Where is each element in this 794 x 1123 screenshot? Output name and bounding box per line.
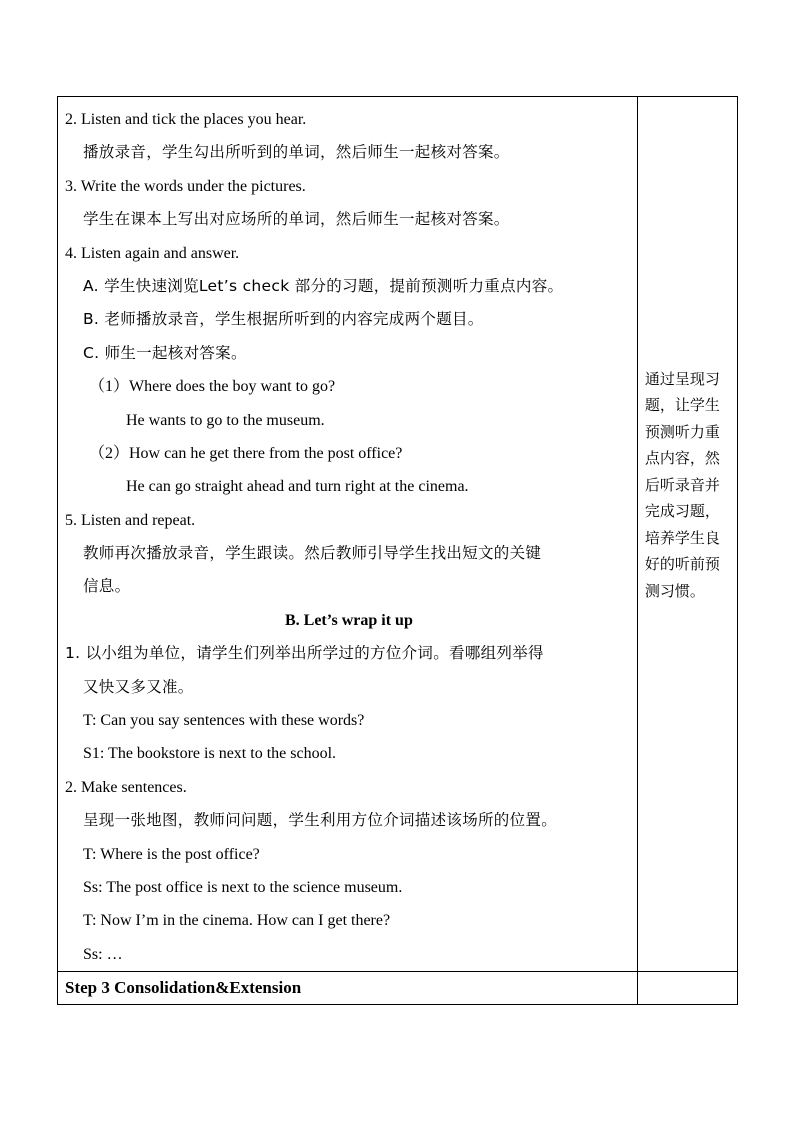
- lesson-plan-table: [57, 96, 738, 1005]
- step-3-note-cell: [637, 972, 737, 1005]
- task-3-heading: 3. Write the words under the pictures.: [65, 177, 306, 195]
- wrap-task-2-description: 呈现一张地图，教师问问题，学生利用方位介词描述该场所的位置。: [83, 811, 558, 830]
- wrap-task-1-line-2: 又快又多又准。: [83, 677, 194, 696]
- answer-2: He can go straight ahead and turn right at the cinema.: [126, 478, 469, 496]
- task-4-heading: 4. Listen again and answer.: [65, 244, 240, 262]
- content-row: [58, 97, 738, 972]
- task-2-heading: 2. Listen and tick the places you hear.: [65, 111, 307, 128]
- dialogue-teacher-1: T: Can you say sentences with these words?: [83, 712, 365, 730]
- task-4-step-b: B. 老师播放录音，学生根据所听到的内容完成两个题目。: [83, 310, 484, 329]
- question-2: （2）How can he get there from the post office?: [89, 444, 403, 462]
- task-5-description-line-2: 信息。: [83, 577, 131, 596]
- task-3-description: 学生在课本上写出对应场所的单词，然后师生一起核对答案。: [83, 210, 510, 229]
- question-1: （1）Where does the boy want to go?: [89, 378, 336, 396]
- design-intent-text: 通过呈现习题，让学生预测听力重点内容，然后听录音并完成习题，培养学生良好的听前预测习惯。: [644, 369, 720, 600]
- step-3-title: Step 3 Consolidation&Extension: [58, 972, 638, 1005]
- dialogue-teacher-2: T: Where is the post office?: [83, 845, 260, 863]
- task-2-description: 播放录音，学生勾出所听到的单词，然后师生一起核对答案。: [83, 143, 510, 162]
- task-4-step-a: A. 学生快速浏览Let’s check 部分的习题，提前预测听力重点内容。: [83, 276, 564, 295]
- wrap-task-1-line-1: 1. 以小组为单位，请学生们列举出所学过的方位介词。看哪组列举得: [65, 644, 544, 663]
- task-5-heading: 5. Listen and repeat.: [65, 511, 196, 529]
- wrap-task-2-heading: 2. Make sentences.: [65, 778, 187, 796]
- dialogue-students-2: Ss: The post office is next to the science museum.: [83, 878, 403, 896]
- dialogue-students-3: Ss: …: [83, 945, 123, 963]
- answer-1: He wants to go to the museum.: [126, 411, 325, 429]
- step-row: [58, 972, 738, 1005]
- design-intent-cell: [637, 97, 737, 972]
- procedure-cell: [58, 97, 638, 972]
- task-4-step-c: C. 师生一起核对答案。: [83, 343, 247, 362]
- dialogue-student-1: S1: The bookstore is next to the school.: [83, 745, 337, 763]
- task-5-description-line-1: 教师再次播放录音，学生跟读。然后教师引导学生找出短文的关键: [83, 544, 542, 563]
- section-b-title: B. Let’s wrap it up: [284, 611, 413, 629]
- dialogue-teacher-3: T: Now I’m in the cinema. How can I get there?: [83, 912, 391, 930]
